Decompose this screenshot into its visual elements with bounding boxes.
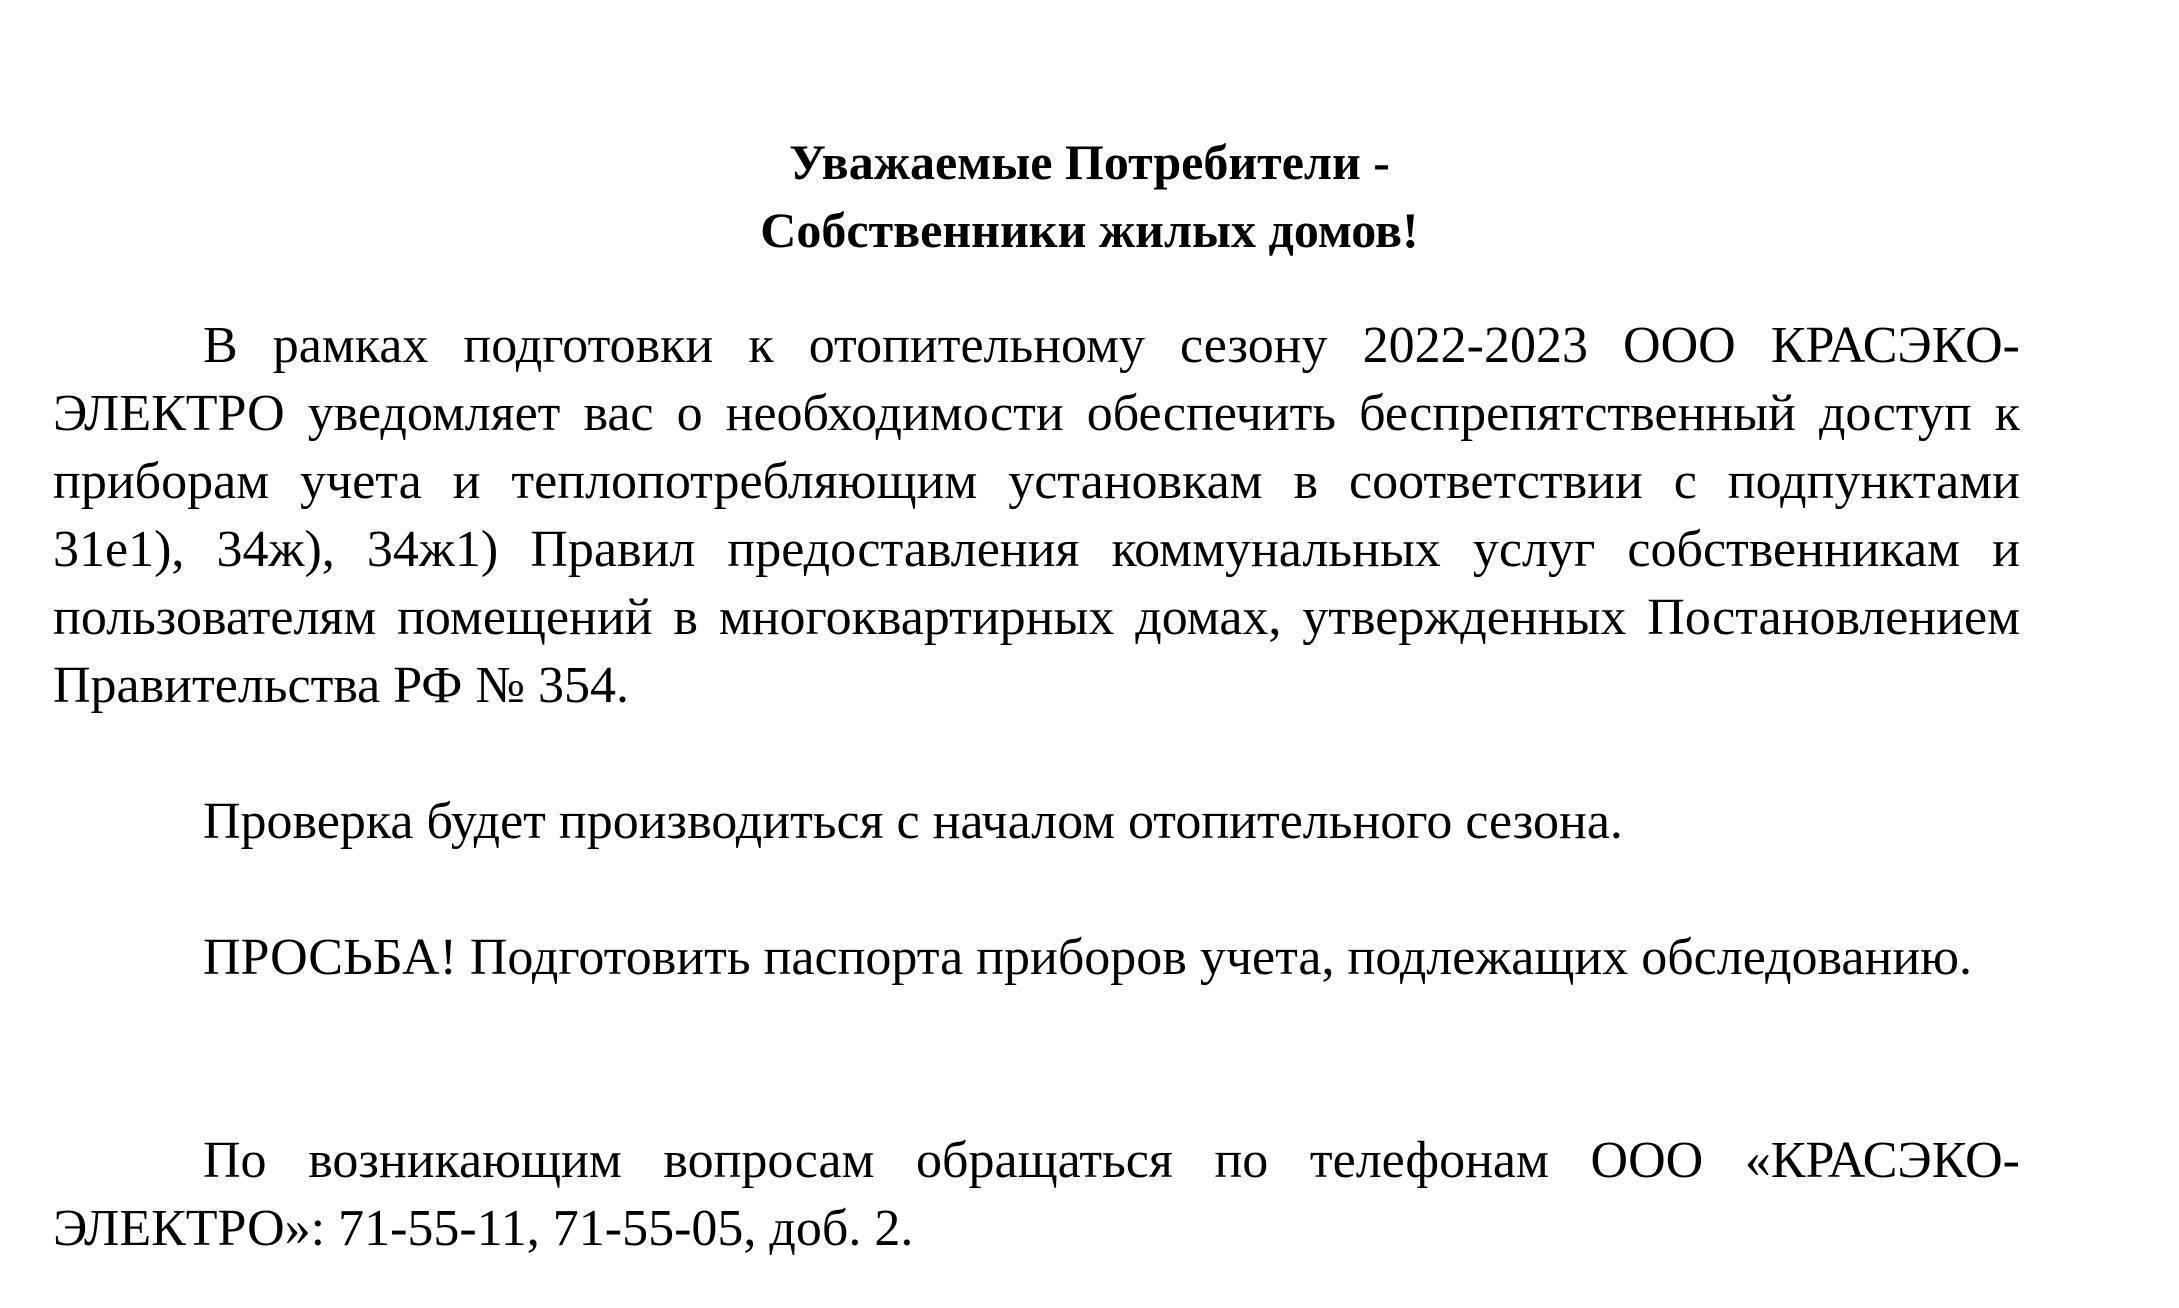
notice-paragraph-request: ПРОСЬБА! Подготовить паспорта приборов учета, подлежащих обследованию. [203, 929, 1972, 986]
notice-paragraph-access: В рамках подготовки к отопительному сезону 2022-2023 ООО КРАСЭКО-ЭЛЕКТРО уведомляет вас о необходимости обеспечить беспрепятственный доступ к приборам учета и теплопотребляющим установкам в соответствии с подпунктами 31е1), 34ж), 34ж1) Правил предоставления коммунальных услуг собственникам и пользователям помещений в многоквартирных домах, утвержденных Постановлением Правительства РФ № 354. [53, 317, 2020, 714]
notice-paragraph-contacts: По возникающим вопросам обращаться по телефонам ООО «КРАСЭКО-ЭЛЕКТРО»: 71-55-11, 71-55-05, доб. 2. [53, 1132, 2020, 1257]
notice-title-line-2: Собственники жилых домов! [760, 202, 1419, 258]
notice-title-line-1: Уважаемые Потребители - [789, 134, 1390, 190]
notice-paragraph-inspection: Проверка будет производиться с началом отопительного сезона. [203, 793, 1623, 850]
